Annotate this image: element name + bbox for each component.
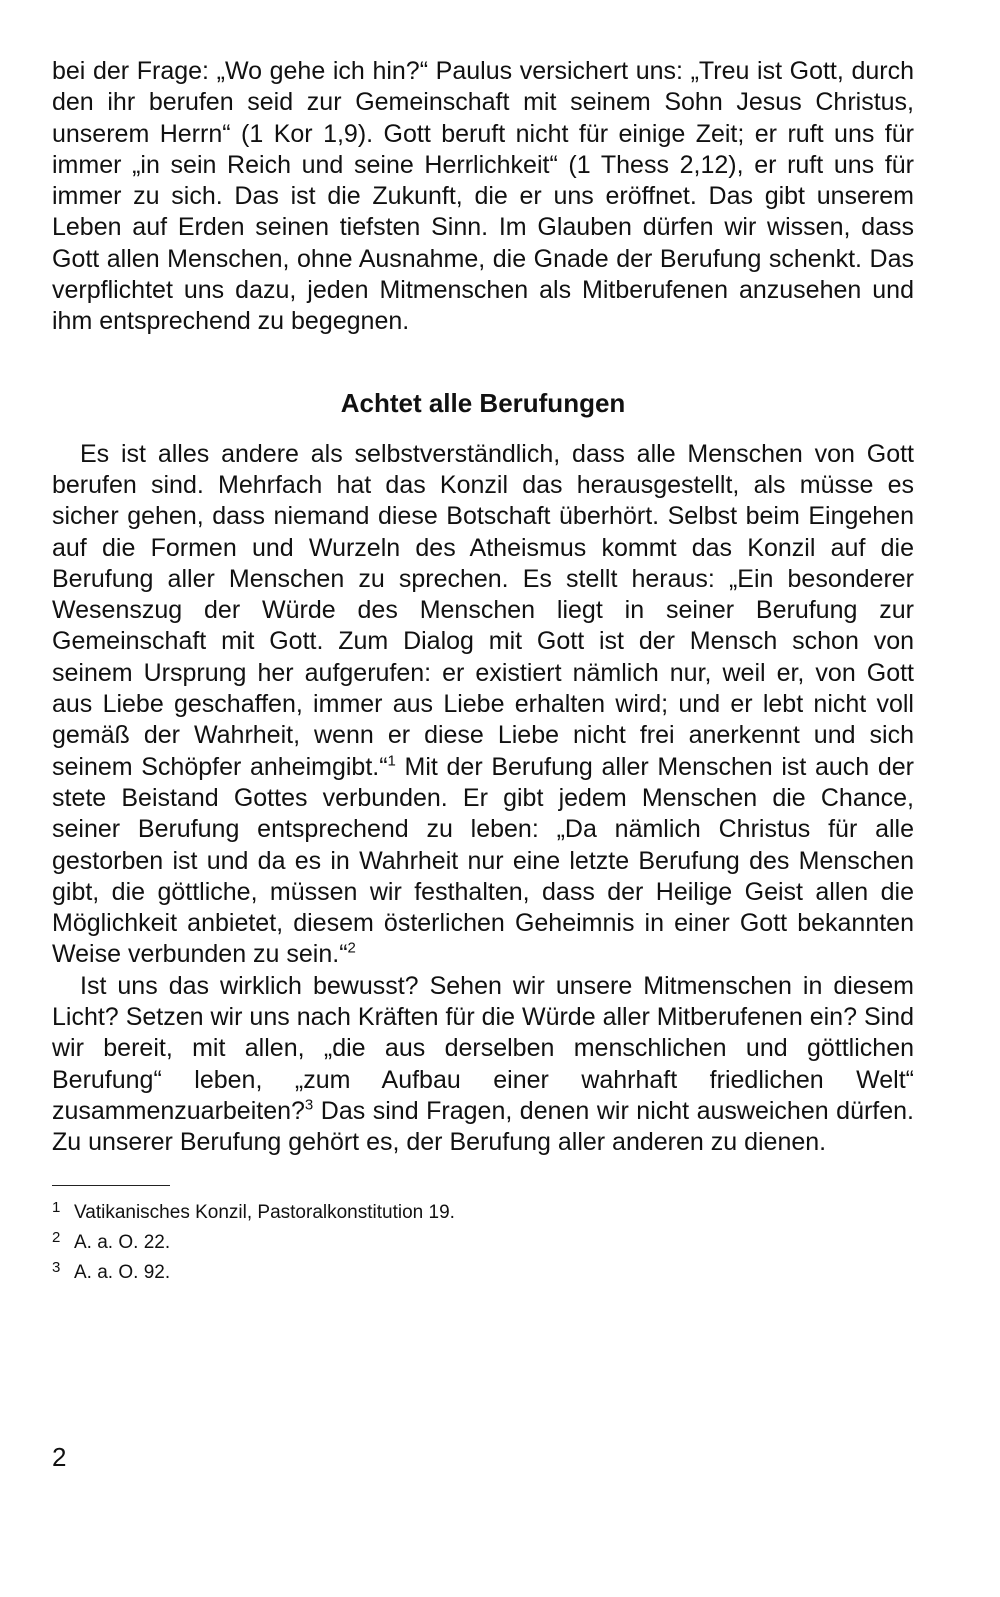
body-paragraph: bei der Frage: „Wo gehe ich hin?“ Paulus versichert uns: „Treu ist Gott, durch den ihr berufen seid zur Gemeinschaft mit seinem Sohn Jesus Christus, unserem Herrn“ (1 Kor 1,9). Gott beruft nicht für einige Zeit; er ruft uns für immer „in sein Reich und seine Herrlichkeit“ (1 Thess 2,12), er ruft uns für immer zu sich. Das ist die Zukunft, die er uns eröffnet. Das gibt unserem Leben auf Erden seinen tiefsten Sinn. Im Glauben dürfen wir wissen, dass Gott allen Menschen, ohne Ausnahme, die Gnade der Berufung schenkt. Das verpflichtet uns dazu, jeden Mitmenschen als Mitberufenen anzusehen und ihm entsprechend zu begegnen. <box>52 57 914 336</box>
page-content <box>52 56 914 1288</box>
footnote-divider <box>52 1185 170 1186</box>
footnote <box>52 1228 914 1258</box>
paragraph-text: Mit der Berufung aller Menschen ist auch der stete Beistand Gottes verbunden. Er gibt jedem Menschen die Chance, seiner Berufung entsprechend zu leben: „Da nämlich Christus für alle gestorben ist und da es in Wahrheit nur eine letzte Berufung des Menschen gibt, die göttliche, müssen wir festhalten, dass der Heilige Geist allen die Möglichkeit anbietet, diesem österlichen Geheimnis in einer Gott bekannten Weise verbunden zu sein.“ <box>52 752 914 969</box>
footnote-number: 3 <box>52 1258 61 1276</box>
paragraph-text: Es ist alles andere als selbstverständlich, dass alle Menschen von Gott berufen sind. Mehrfach hat das Konzil das herausgestellt, als müsse es sicher gehen, dass niemand diese Botschaft überhört. Selbst beim Eingehen auf die Formen und Wurzeln des Atheismus kommt das Konzil auf die Berufung aller Menschen zu sprechen. Es stellt heraus: „Ein besonderer Wesenszug der Würde des Menschen liegt in seiner Berufung zur Gemeinschaft mit Gott. Zum Dialog mit Gott ist der Mensch schon von seinem Ursprung her aufgerufen: er existiert nämlich nur, weil er, von Gott aus Liebe geschaffen, immer aus Liebe erhalten wird; und er lebt nicht voll gemäß der Wahrheit, wenn er diese Liebe nicht frei anerkennt und sich seinem Schöpfer anheimgibt.“ <box>52 439 914 781</box>
footnote-ref: 1 <box>387 752 396 770</box>
footnote-ref: 2 <box>347 940 356 958</box>
paragraph-text: Das sind Fragen, denen wir nicht ausweichen dürfen. Zu unserer Berufung gehört es, der Berufung aller anderen zu dienen. <box>52 1096 914 1157</box>
footnote-number: 2 <box>52 1228 61 1246</box>
body-paragraph <box>52 439 914 971</box>
footnote-ref: 3 <box>304 1096 314 1114</box>
footnote-text: Vatikanisches Konzil, Pastoralkonstitution 19. <box>74 1201 455 1223</box>
section-heading: Achtet alle Berufungen <box>340 387 626 418</box>
body-paragraph <box>52 971 914 1159</box>
page-number: 2 <box>52 1442 67 1472</box>
footnote-text: A. a. O. 22. <box>74 1231 171 1253</box>
footnote-text: A. a. O. 92. <box>74 1261 171 1283</box>
footnote <box>52 1258 914 1288</box>
footnote <box>52 1198 914 1228</box>
footnote-number: 1 <box>52 1198 61 1216</box>
paragraph-text: Ist uns das wirklich bewusst? Sehen wir unsere Mitmenschen in diesem Licht? Setzen wir uns nach Kräften für die Würde aller Mitberufenen ein? Sind wir bereit, mit allen, „die aus derselben menschlichen und göttlichen Berufung“ leben, „zum Aufbau einer wahrhaft friedlichen Welt“ zusammenzuarbeiten? <box>52 971 914 1125</box>
